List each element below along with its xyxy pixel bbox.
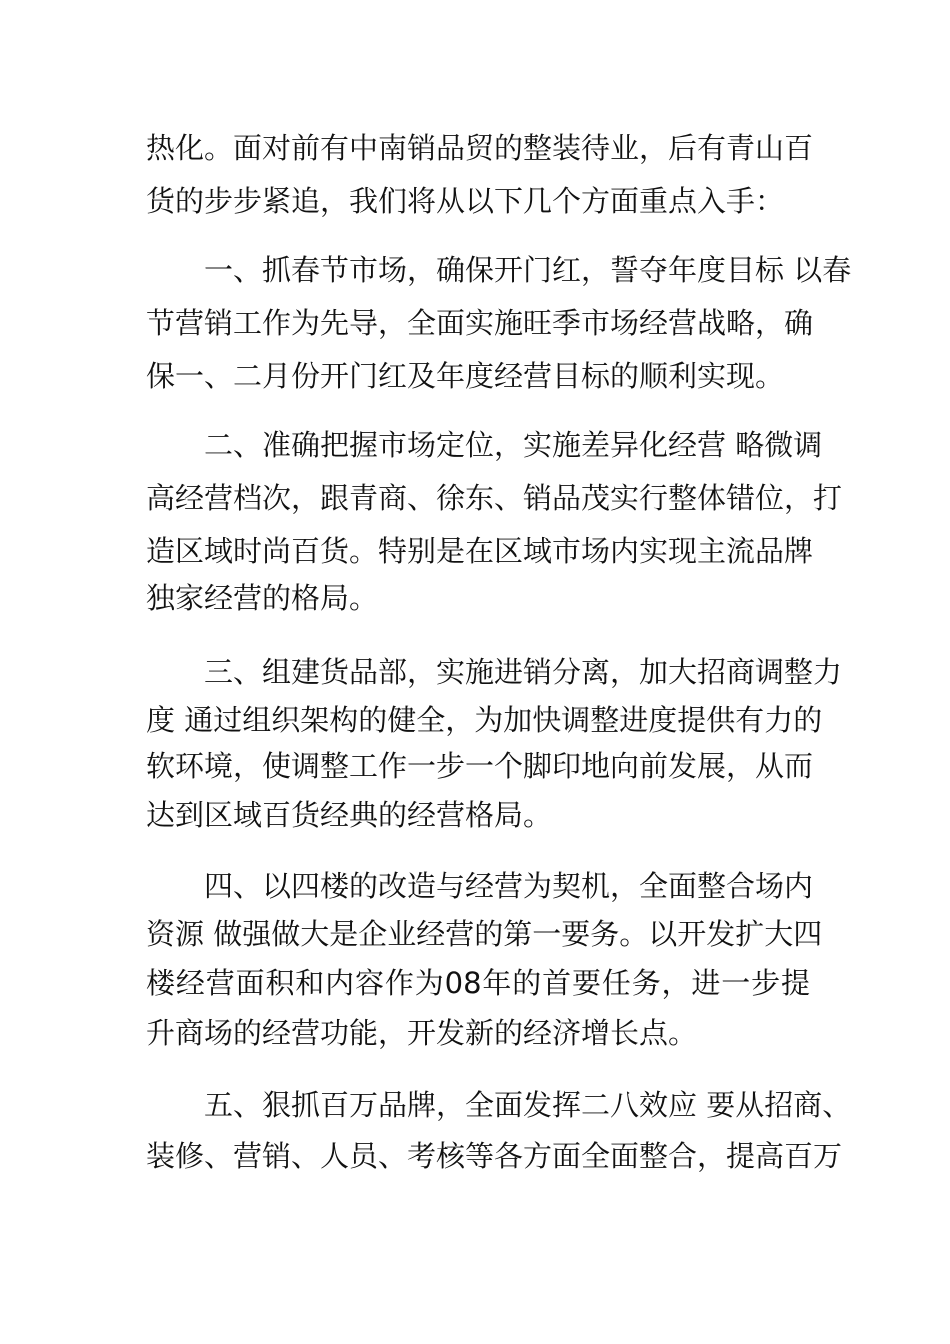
paragraph-point-5-line-2: 装修、营销、人员、考核等各方面全面整合，提高百万 xyxy=(146,1139,843,1173)
paragraph-point-1-line-1: 一、抓春节市场，确保开门红，誓夺年度目标 以春 xyxy=(204,253,852,287)
paragraph-point-3-line-1: 三、组建货品部，实施进销分离，加大招商调整力 xyxy=(204,655,843,689)
paragraph-point-3-line-3: 软环境，使调整工作一步一个脚印地向前发展，从而 xyxy=(146,749,814,783)
paragraph-point-1-line-2: 节营销工作为先导，全面实施旺季市场经营战略，确 xyxy=(146,306,814,340)
paragraph-point-2-line-1: 二、准确把握市场定位，实施差异化经营 略微调 xyxy=(204,428,823,462)
paragraph-point-2-line-3: 造区域时尚百货。特别是在区域市场内实现主流品牌 xyxy=(146,534,814,568)
paragraph-point-4-line-3: 楼经营面积和内容作为08年的首要任务，进一步提 xyxy=(146,966,810,1000)
paragraph-intro-line-1: 热化。面对前有中南销品贸的整装待业，后有青山百 xyxy=(146,131,814,165)
paragraph-point-3-line-2: 度 通过组织架构的健全，为加快调整进度提供有力的 xyxy=(146,703,823,737)
paragraph-point-5-line-1: 五、狠抓百万品牌，全面发挥二八效应 要从招商、 xyxy=(204,1088,852,1122)
paragraph-point-1-line-3: 保一、二月份开门红及年度经营目标的顺利实现。 xyxy=(146,359,785,393)
paragraph-point-3-line-4: 达到区域百货经典的经营格局。 xyxy=(146,798,553,832)
paragraph-point-2-line-4: 独家经营的格局。 xyxy=(146,581,379,615)
paragraph-point-4-line-2: 资源 做强做大是企业经营的第一要务。以开发扩大四 xyxy=(146,917,823,951)
paragraph-point-4-line-4: 升商场的经营功能，开发新的经济增长点。 xyxy=(146,1016,698,1050)
paragraph-point-2-line-2: 高经营档次，跟青商、徐东、销品茂实行整体错位，打 xyxy=(146,481,843,515)
paragraph-intro-line-2: 货的步步紧追，我们将从以下几个方面重点入手： xyxy=(146,184,785,218)
paragraph-point-4-line-1: 四、以四楼的改造与经营为契机，全面整合场内 xyxy=(204,869,814,903)
